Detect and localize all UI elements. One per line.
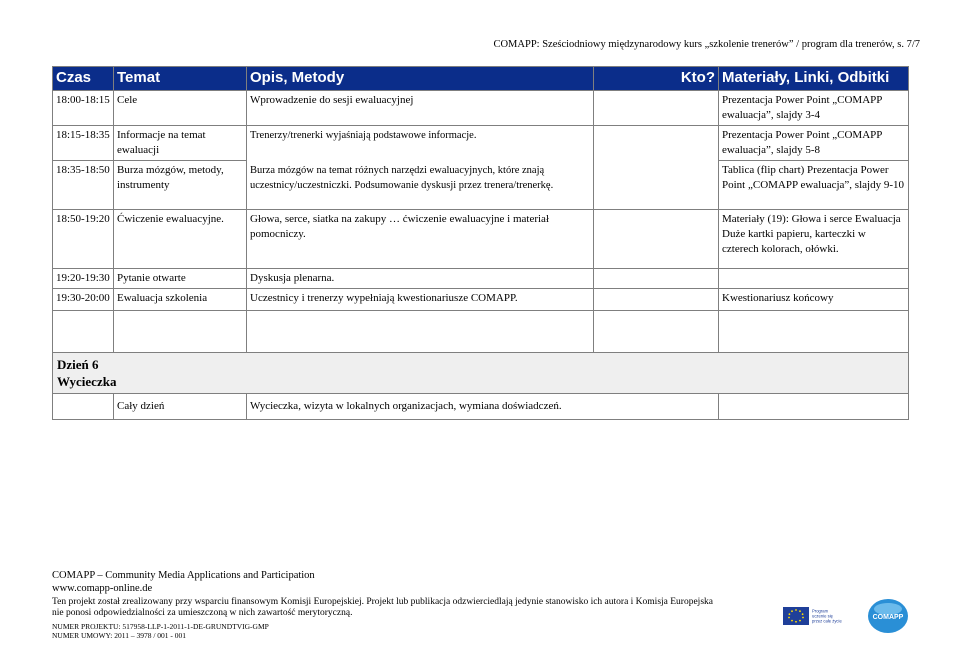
cell-materials: Materiały (19): Głowa i serce Ewaluacja Duże kartki papieru, karteczki w czterech kolorach, ołówki. <box>719 210 909 269</box>
cell-time: 18:50-19:20 <box>53 210 114 269</box>
cell-who <box>594 210 719 269</box>
cell-who <box>594 289 719 311</box>
cell-who <box>594 161 719 210</box>
cell-time <box>53 394 114 420</box>
footer-contract-number: NUMER UMOWY: 2011 – 3978 / 001 - 001 <box>52 631 187 640</box>
cell-topic: Pytanie otwarte <box>114 269 247 289</box>
cell-who <box>594 91 719 126</box>
cell-materials <box>719 269 909 289</box>
table-row-empty <box>53 311 909 353</box>
col-header-desc: Opis, Metody <box>247 67 594 91</box>
col-header-time: Czas <box>53 67 114 91</box>
footer-project-name: COMAPP – Community Media Applications and Participation <box>52 570 315 581</box>
footer-project-number: NUMER PROJEKTU: 517958-LLP-1-2011-1-DE-GRUNDTVIG-GMP <box>52 622 269 631</box>
cell-desc: Wycieczka, wizyta w lokalnych organizacjach, wymiana doświadczeń. <box>247 394 719 420</box>
col-header-who: Kto? <box>594 67 719 91</box>
cell-topic: Cały dzień <box>114 394 247 420</box>
cell-desc: Burza mózgów na temat różnych narzędzi ewaluacyjnych, które znają uczestnicy/uczestniczki. Podsumowanie dyskusji przez trenera/trenerkę. <box>247 161 594 210</box>
cell-desc: Wprowadzenie do sesji ewaluacyjnej <box>247 91 594 126</box>
table-row <box>53 269 909 289</box>
cell-time: 18:15-18:35 <box>53 126 114 161</box>
cell-desc: Głowa, serce, siatka na zakupy … ćwiczenie ewaluacyjne i materiał pomocniczy. <box>247 210 594 269</box>
comapp-logo <box>866 597 910 635</box>
cell-materials: Prezentacja Power Point „COMAPP ewaluacja”, slajdy 3-4 <box>719 91 909 126</box>
comapp-logo-text: COMAPP <box>872 614 904 621</box>
cell-materials: Tablica (flip chart) Prezentacja Power Point „COMAPP ewaluacja”, slajdy 9-10 <box>719 161 909 210</box>
table-row <box>53 91 909 126</box>
cell-who <box>594 269 719 289</box>
cell-topic: Ewaluacja szkolenia <box>114 289 247 311</box>
day-header <box>53 353 909 394</box>
table-header-row <box>53 67 909 91</box>
table-row <box>53 126 909 161</box>
col-header-materials: Materiały, Linki, Odbitki <box>719 67 909 91</box>
cell-topic: Ćwiczenie ewaluacyjne. <box>114 210 247 269</box>
table-row <box>53 161 909 210</box>
footer-disclaimer-1: Ten projekt został zrealizowany przy wsparciu finansowym Komisji Europejskiej. Projekt lub publikacja odzwierciedlają jedynie stanowisko ich autora i Komisja Europejska <box>52 597 713 607</box>
cell-time: 19:30-20:00 <box>53 289 114 311</box>
day-title: Dzień 6 <box>57 357 99 372</box>
col-header-topic: Temat <box>114 67 247 91</box>
table-row <box>53 210 909 269</box>
page-header: COMAPP: Sześciodniowy międzynarodowy kurs „szkolenie trenerów” / program dla trenerów, s. 7/7 <box>493 39 920 50</box>
cell-time: 18:00-18:15 <box>53 91 114 126</box>
eu-logo-text: Program <box>812 608 829 614</box>
footer-website: www.comapp-online.de <box>52 583 153 594</box>
footer <box>52 569 752 640</box>
cell-topic: Informacje na temat ewaluacji <box>114 126 247 161</box>
cell-desc: Uczestnicy i trenerzy wypełniają kwestionariusze COMAPP. <box>247 289 594 311</box>
table-row <box>53 289 909 311</box>
svg-text:uczenie się: uczenie się <box>812 613 833 619</box>
cell-who <box>594 126 719 161</box>
cell-materials: Prezentacja Power Point „COMAPP ewaluacja”, slajdy 5-8 <box>719 126 909 161</box>
cell-materials <box>719 394 909 420</box>
cell-desc: Dyskusja plenarna. <box>247 269 594 289</box>
cell-materials: Kwestionariusz końcowy <box>719 289 909 311</box>
table-row <box>53 394 909 420</box>
cell-desc: Trenerzy/trenerki wyjaśniają podstawowe informacje. <box>247 126 594 161</box>
eu-lifelong-learning-logo <box>783 606 853 628</box>
svg-text:przez całe życie: przez całe życie <box>812 618 842 624</box>
day-subtitle: Wycieczka <box>57 374 117 389</box>
cell-time: 19:20-19:30 <box>53 269 114 289</box>
schedule-table <box>52 66 909 420</box>
footer-disclaimer-2: nie ponosi odpowiedzialności za umieszczoną w nich zawartość merytoryczną. <box>52 608 353 618</box>
cell-time: 18:35-18:50 <box>53 161 114 210</box>
cell-topic: Cele <box>114 91 247 126</box>
day-header-row <box>53 353 909 394</box>
cell-topic: Burza mózgów, metody, instrumenty <box>114 161 247 210</box>
